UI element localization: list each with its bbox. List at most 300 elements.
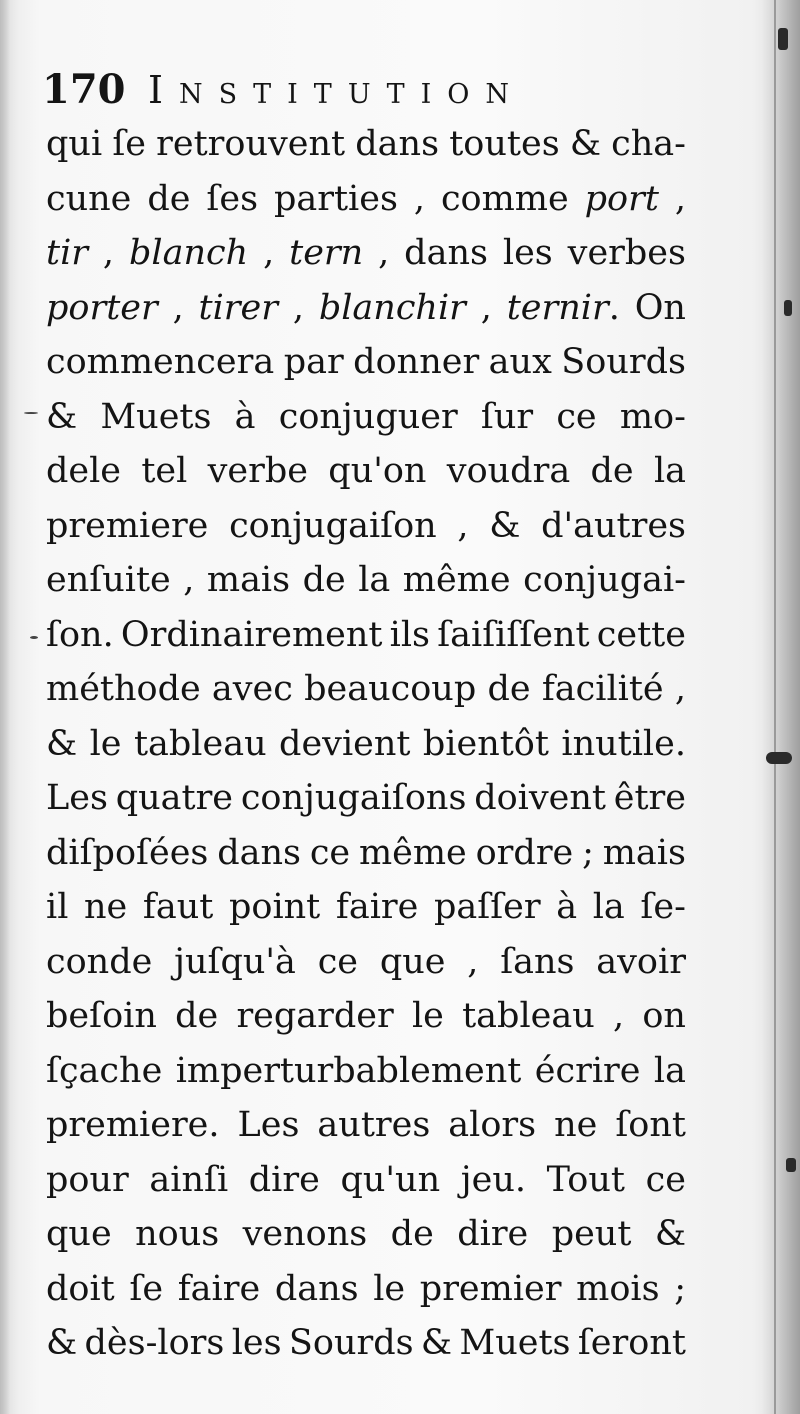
word-part: la xyxy=(358,560,391,600)
word-part: , xyxy=(263,233,275,273)
text-line xyxy=(46,1316,686,1371)
word-part: le xyxy=(89,723,122,764)
word xyxy=(156,117,345,172)
word-part: à xyxy=(234,396,256,437)
word xyxy=(403,553,511,608)
word-part: alors xyxy=(448,1105,537,1145)
word-part: qui xyxy=(46,124,103,164)
word xyxy=(481,281,492,336)
word xyxy=(554,1098,597,1153)
word xyxy=(46,553,171,608)
word xyxy=(421,1316,452,1371)
word-part: jeu. xyxy=(460,1159,526,1200)
word xyxy=(243,1207,368,1262)
word-part: beſoin xyxy=(46,996,157,1036)
word-part: doit xyxy=(46,1268,115,1309)
word-part: Tout xyxy=(546,1159,625,1200)
word-part: bientôt xyxy=(422,723,549,764)
word-part: dans xyxy=(274,1268,359,1309)
word xyxy=(328,444,426,499)
word xyxy=(359,826,467,881)
word xyxy=(556,880,577,935)
word xyxy=(541,499,686,554)
word-part: inutile. xyxy=(561,723,686,764)
word xyxy=(175,989,218,1044)
word-part: Muets xyxy=(100,396,212,437)
word xyxy=(217,826,301,881)
word-part: enſuite xyxy=(46,560,171,600)
word xyxy=(143,880,213,935)
word xyxy=(353,335,479,390)
word xyxy=(615,1098,686,1153)
text-line xyxy=(46,1098,686,1153)
word xyxy=(523,553,686,608)
word xyxy=(640,880,686,935)
italic-word: blanch xyxy=(128,233,249,273)
word xyxy=(642,989,686,1044)
word xyxy=(355,117,439,172)
word-part: mo- xyxy=(619,396,686,437)
word-part: ce xyxy=(556,396,597,437)
word xyxy=(289,1316,414,1371)
word-part: ſaiſiſſent xyxy=(437,614,590,655)
word xyxy=(141,444,187,499)
word-part: ſont xyxy=(615,1105,686,1145)
word xyxy=(129,1262,163,1317)
word-part: & xyxy=(46,1323,78,1363)
word xyxy=(507,281,620,336)
italic-word: port xyxy=(584,178,659,219)
word-part: le xyxy=(411,996,444,1036)
word xyxy=(263,226,274,281)
word-part: diſpoſées xyxy=(46,832,209,873)
text-line xyxy=(46,1153,686,1208)
word-part: même xyxy=(358,832,467,873)
word xyxy=(404,226,488,281)
word xyxy=(449,117,559,172)
word xyxy=(448,1098,536,1153)
word-part: ſur xyxy=(480,396,534,437)
word xyxy=(576,1262,659,1317)
word-part: qu'on xyxy=(328,451,427,491)
word xyxy=(274,172,398,227)
page-left-edge xyxy=(0,0,10,1414)
word-part: & xyxy=(654,1214,686,1254)
word xyxy=(303,553,346,608)
word-part: premiere xyxy=(46,505,209,546)
word-part: le xyxy=(373,1268,406,1309)
word xyxy=(503,226,553,281)
word xyxy=(318,935,358,990)
word-part: de xyxy=(147,178,191,219)
word-part: ainſi xyxy=(149,1159,229,1200)
word-part: peut xyxy=(551,1214,632,1254)
word-part: cette xyxy=(596,614,686,655)
word xyxy=(437,608,589,663)
word xyxy=(229,499,437,554)
word-part: , xyxy=(172,287,184,328)
word-part: Ordinairement xyxy=(120,614,383,655)
text-line xyxy=(46,662,686,717)
word-part: , xyxy=(674,178,686,219)
word-part: cune xyxy=(46,178,132,219)
word-part: retrouvent xyxy=(156,124,346,164)
word xyxy=(212,662,293,717)
word-part: dès-lors xyxy=(84,1323,225,1363)
word xyxy=(474,771,606,826)
word xyxy=(46,771,108,826)
word-part: dele xyxy=(46,451,122,491)
word xyxy=(46,172,131,227)
word-part: avec xyxy=(211,669,293,709)
word xyxy=(380,935,446,990)
word xyxy=(241,771,467,826)
word-part: ſçache xyxy=(46,1050,163,1091)
word xyxy=(535,1044,641,1099)
word xyxy=(279,717,410,772)
word xyxy=(487,662,530,717)
word-part: premiere. xyxy=(46,1105,220,1145)
word-part: la xyxy=(653,1050,686,1091)
word xyxy=(173,281,184,336)
word-part: conjugaiſon xyxy=(229,505,437,546)
word xyxy=(654,1044,686,1099)
word-part: parties xyxy=(273,178,398,219)
word-part: beaucoup xyxy=(304,669,477,709)
word-part: ſe xyxy=(129,1268,164,1309)
word xyxy=(462,989,595,1044)
word xyxy=(675,172,686,227)
word-part: mais xyxy=(602,832,686,873)
word xyxy=(542,662,664,717)
word-part: ordre xyxy=(475,832,574,873)
word xyxy=(317,1098,430,1153)
word xyxy=(208,444,308,499)
word xyxy=(467,935,478,990)
word-part: toutes xyxy=(449,124,560,164)
word-part: de xyxy=(487,669,531,709)
word-part: de xyxy=(590,451,634,491)
word xyxy=(547,1153,625,1208)
word xyxy=(121,608,383,663)
italic-word: porter xyxy=(46,287,158,328)
binding-tab-mark xyxy=(786,1158,796,1172)
word xyxy=(591,444,634,499)
word xyxy=(434,880,541,935)
word xyxy=(358,553,390,608)
word xyxy=(84,1316,224,1371)
word xyxy=(46,935,152,990)
word xyxy=(457,1207,528,1262)
word-part: & xyxy=(46,723,78,764)
word xyxy=(183,553,194,608)
word xyxy=(646,1153,686,1208)
word xyxy=(420,1262,562,1317)
word xyxy=(585,172,659,227)
word-part: méthode xyxy=(46,669,201,709)
word-part: & xyxy=(569,124,601,164)
word-part: ce xyxy=(645,1159,686,1200)
word xyxy=(500,935,574,990)
word-part: ſans xyxy=(500,941,575,982)
binding-tab-mark xyxy=(778,28,788,50)
word-part: de xyxy=(175,996,219,1036)
word-part: de xyxy=(302,560,346,600)
word-part: dire xyxy=(457,1214,529,1254)
word xyxy=(229,880,320,935)
word xyxy=(293,281,304,336)
word xyxy=(654,444,686,499)
word-part: juſqu'à xyxy=(174,941,296,982)
word-part: être xyxy=(613,778,686,818)
word-part: autres xyxy=(317,1105,431,1145)
word xyxy=(578,1316,686,1371)
word-part: conde xyxy=(46,941,153,982)
word xyxy=(46,608,114,663)
word-part: ſe xyxy=(112,124,146,164)
word-part: nous xyxy=(135,1214,220,1254)
word xyxy=(675,662,686,717)
word-part: quatre xyxy=(115,778,234,818)
word-part: ſeront xyxy=(577,1323,686,1363)
word xyxy=(340,1153,440,1208)
word xyxy=(206,172,258,227)
word-part: écrire xyxy=(534,1050,641,1091)
word xyxy=(275,1262,359,1317)
word xyxy=(441,172,569,227)
word-part: imperturbablement xyxy=(175,1050,522,1091)
word xyxy=(570,117,601,172)
word-part: comme xyxy=(440,178,569,219)
word xyxy=(238,1098,300,1153)
word xyxy=(174,935,296,990)
word-part: , xyxy=(292,287,304,328)
word-part: qu'un xyxy=(340,1159,441,1200)
word-part: même xyxy=(402,560,511,600)
word xyxy=(552,1207,632,1262)
word-part: pour xyxy=(46,1159,129,1200)
word-part: faut xyxy=(142,887,214,927)
text-line xyxy=(46,1262,686,1317)
word-part: , xyxy=(378,233,390,273)
word-part: . xyxy=(608,287,620,328)
text-line xyxy=(46,444,686,499)
text-line xyxy=(46,717,686,772)
word xyxy=(319,281,466,336)
word-part: Muets xyxy=(459,1323,571,1363)
ink-speck xyxy=(30,636,38,639)
word xyxy=(390,608,430,663)
word-part: , xyxy=(674,669,686,709)
binding-tab-mark xyxy=(766,752,792,764)
word xyxy=(596,935,686,990)
word xyxy=(378,226,389,281)
word-part: dans xyxy=(355,124,440,164)
word xyxy=(199,281,278,336)
page-number: 170 xyxy=(42,66,126,113)
italic-word: tirer xyxy=(198,287,278,328)
word xyxy=(620,390,686,445)
word-part: Les xyxy=(46,778,108,818)
word-part: ils xyxy=(389,614,431,655)
word xyxy=(207,553,290,608)
text-line xyxy=(46,117,686,172)
word-part: Sourds xyxy=(561,342,686,382)
word-part: que xyxy=(46,1214,112,1254)
word-part: tel xyxy=(141,451,188,491)
text-line xyxy=(46,1044,686,1099)
word-part: donner xyxy=(353,342,480,382)
word xyxy=(414,172,425,227)
word-part: , xyxy=(102,233,115,273)
word xyxy=(135,1207,219,1262)
word xyxy=(46,1044,162,1099)
word xyxy=(597,608,686,663)
text-line xyxy=(46,771,686,826)
word-part: dire xyxy=(248,1159,320,1200)
word-part: cha- xyxy=(611,124,686,164)
word-part: & xyxy=(420,1323,453,1363)
word-part: , xyxy=(183,560,195,600)
word xyxy=(46,390,77,445)
word xyxy=(279,390,458,445)
word-part: doivent xyxy=(474,778,606,818)
word xyxy=(46,226,88,281)
word-part: les xyxy=(231,1323,282,1363)
word-part: regarder xyxy=(236,996,394,1036)
word xyxy=(116,771,233,826)
word-part: d'autres xyxy=(541,505,686,546)
word xyxy=(655,1207,686,1262)
word-part: conjuguer xyxy=(278,396,458,437)
word xyxy=(178,1262,260,1317)
text-line xyxy=(46,935,686,990)
word xyxy=(103,226,114,281)
word-part: la xyxy=(592,887,625,927)
word xyxy=(46,989,157,1044)
word-part: paſſer xyxy=(433,887,541,927)
word xyxy=(46,444,121,499)
word-part: conjugaiſons xyxy=(240,778,467,818)
word xyxy=(373,1262,405,1317)
word-part: voudra xyxy=(446,451,571,491)
word-part: faire xyxy=(335,887,419,927)
word-part: on xyxy=(642,996,686,1036)
word xyxy=(46,1262,115,1317)
word-part: & xyxy=(46,396,78,437)
word xyxy=(674,1262,686,1317)
word xyxy=(46,117,102,172)
word xyxy=(46,1207,112,1262)
word-part: venons xyxy=(242,1214,368,1254)
word-part: verbes xyxy=(567,233,686,273)
word xyxy=(149,1153,228,1208)
running-title: Institution xyxy=(148,68,526,112)
word xyxy=(310,826,350,881)
word xyxy=(304,662,476,717)
word xyxy=(84,880,127,935)
word xyxy=(582,826,594,881)
word xyxy=(561,335,686,390)
word xyxy=(613,989,624,1044)
word-part: ſe- xyxy=(640,887,686,927)
text-line xyxy=(46,226,686,281)
italic-word: ternir xyxy=(506,287,609,328)
word-part: ; xyxy=(582,832,594,873)
word xyxy=(461,1153,526,1208)
word-part: avoir xyxy=(596,941,686,982)
word xyxy=(46,717,77,772)
text-line xyxy=(46,1207,686,1262)
word xyxy=(90,717,122,772)
word-part: ne xyxy=(84,887,128,927)
word xyxy=(46,335,274,390)
word-part: dans xyxy=(404,233,488,273)
word xyxy=(232,1316,282,1371)
word xyxy=(614,771,686,826)
word-part: , xyxy=(467,941,479,982)
word-part: point xyxy=(228,887,321,927)
word-part: ſes xyxy=(206,178,259,219)
binding-tab-mark xyxy=(784,300,792,316)
body-text xyxy=(46,117,686,1371)
word xyxy=(134,717,267,772)
text-line xyxy=(46,499,686,554)
text-line xyxy=(46,281,686,336)
word xyxy=(176,1044,522,1099)
word-part: conjugai- xyxy=(523,560,686,600)
word-part: ce xyxy=(317,941,359,982)
page-gutter-shadow xyxy=(762,0,800,1414)
word-part: , xyxy=(612,996,625,1036)
word-part: commencera xyxy=(46,342,275,382)
word xyxy=(112,117,146,172)
word-part: ne xyxy=(554,1105,598,1145)
word xyxy=(147,172,190,227)
word-part: , xyxy=(457,505,469,546)
word xyxy=(481,390,533,445)
text-line xyxy=(46,608,686,663)
word xyxy=(46,281,158,336)
word xyxy=(635,281,686,336)
word xyxy=(457,499,468,554)
word-part: de xyxy=(390,1214,434,1254)
word-part: premier xyxy=(419,1268,562,1309)
italic-word: tern xyxy=(289,233,364,273)
word xyxy=(46,662,201,717)
word-part: par xyxy=(283,342,344,382)
word-part: à xyxy=(556,887,578,927)
word xyxy=(249,1153,320,1208)
word xyxy=(423,717,549,772)
text-line xyxy=(46,880,686,935)
word-part: Les xyxy=(237,1105,300,1145)
word-part: dans xyxy=(217,832,301,873)
page-header xyxy=(42,64,682,116)
word xyxy=(489,499,520,554)
word-part: tableau xyxy=(133,723,267,764)
word xyxy=(611,117,686,172)
word-part: que xyxy=(379,941,446,982)
word-part: tableau xyxy=(462,996,595,1036)
word xyxy=(568,226,686,281)
text-line xyxy=(46,989,686,1044)
ink-speck xyxy=(24,412,38,414)
word xyxy=(476,826,574,881)
text-line xyxy=(46,826,686,881)
word xyxy=(603,826,686,881)
word xyxy=(447,444,570,499)
